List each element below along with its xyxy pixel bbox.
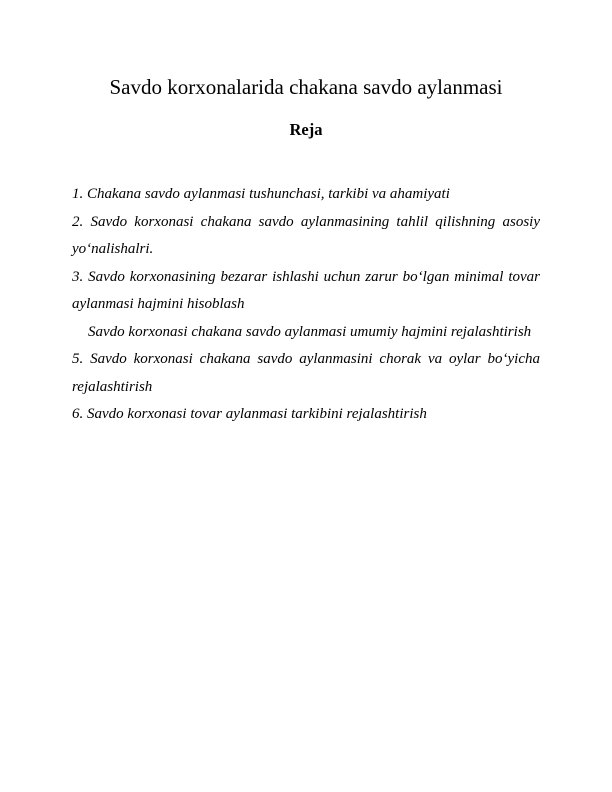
plan-heading: Reja — [289, 120, 323, 139]
plan-item-1: 1. Chakana savdo aylanmasi tushunchasi, tarkibi va ahamiyati — [72, 186, 450, 202]
plan-item-2: 2. Savdo korxonasi chakana savdo aylanmasining tahlil qilishning asosiy yo‘nalishalri. — [72, 213, 540, 257]
plan-list — [72, 181, 540, 429]
page-title: Savdo korxonalarida chakana savdo aylanmasi — [109, 75, 503, 99]
plan-item-5: 5. Savdo korxonasi chakana savdo aylanmasini chorak va oylar bo‘yicha rejalashtirish — [72, 351, 540, 395]
plan-item-4: Savdo korxonasi chakana savdo aylanmasi umumiy hajmini rejalashtirish — [88, 323, 532, 340]
plan-item-3: 3. Savdo korxonasining bezarar ishlashi uchun zarur bo‘lgan minimal tovar aylanmasi hajmini hisoblash — [72, 268, 540, 312]
plan-item-6: 6. Savdo korxonasi tovar aylanmasi tarkibini rejalashtirish — [72, 406, 427, 422]
